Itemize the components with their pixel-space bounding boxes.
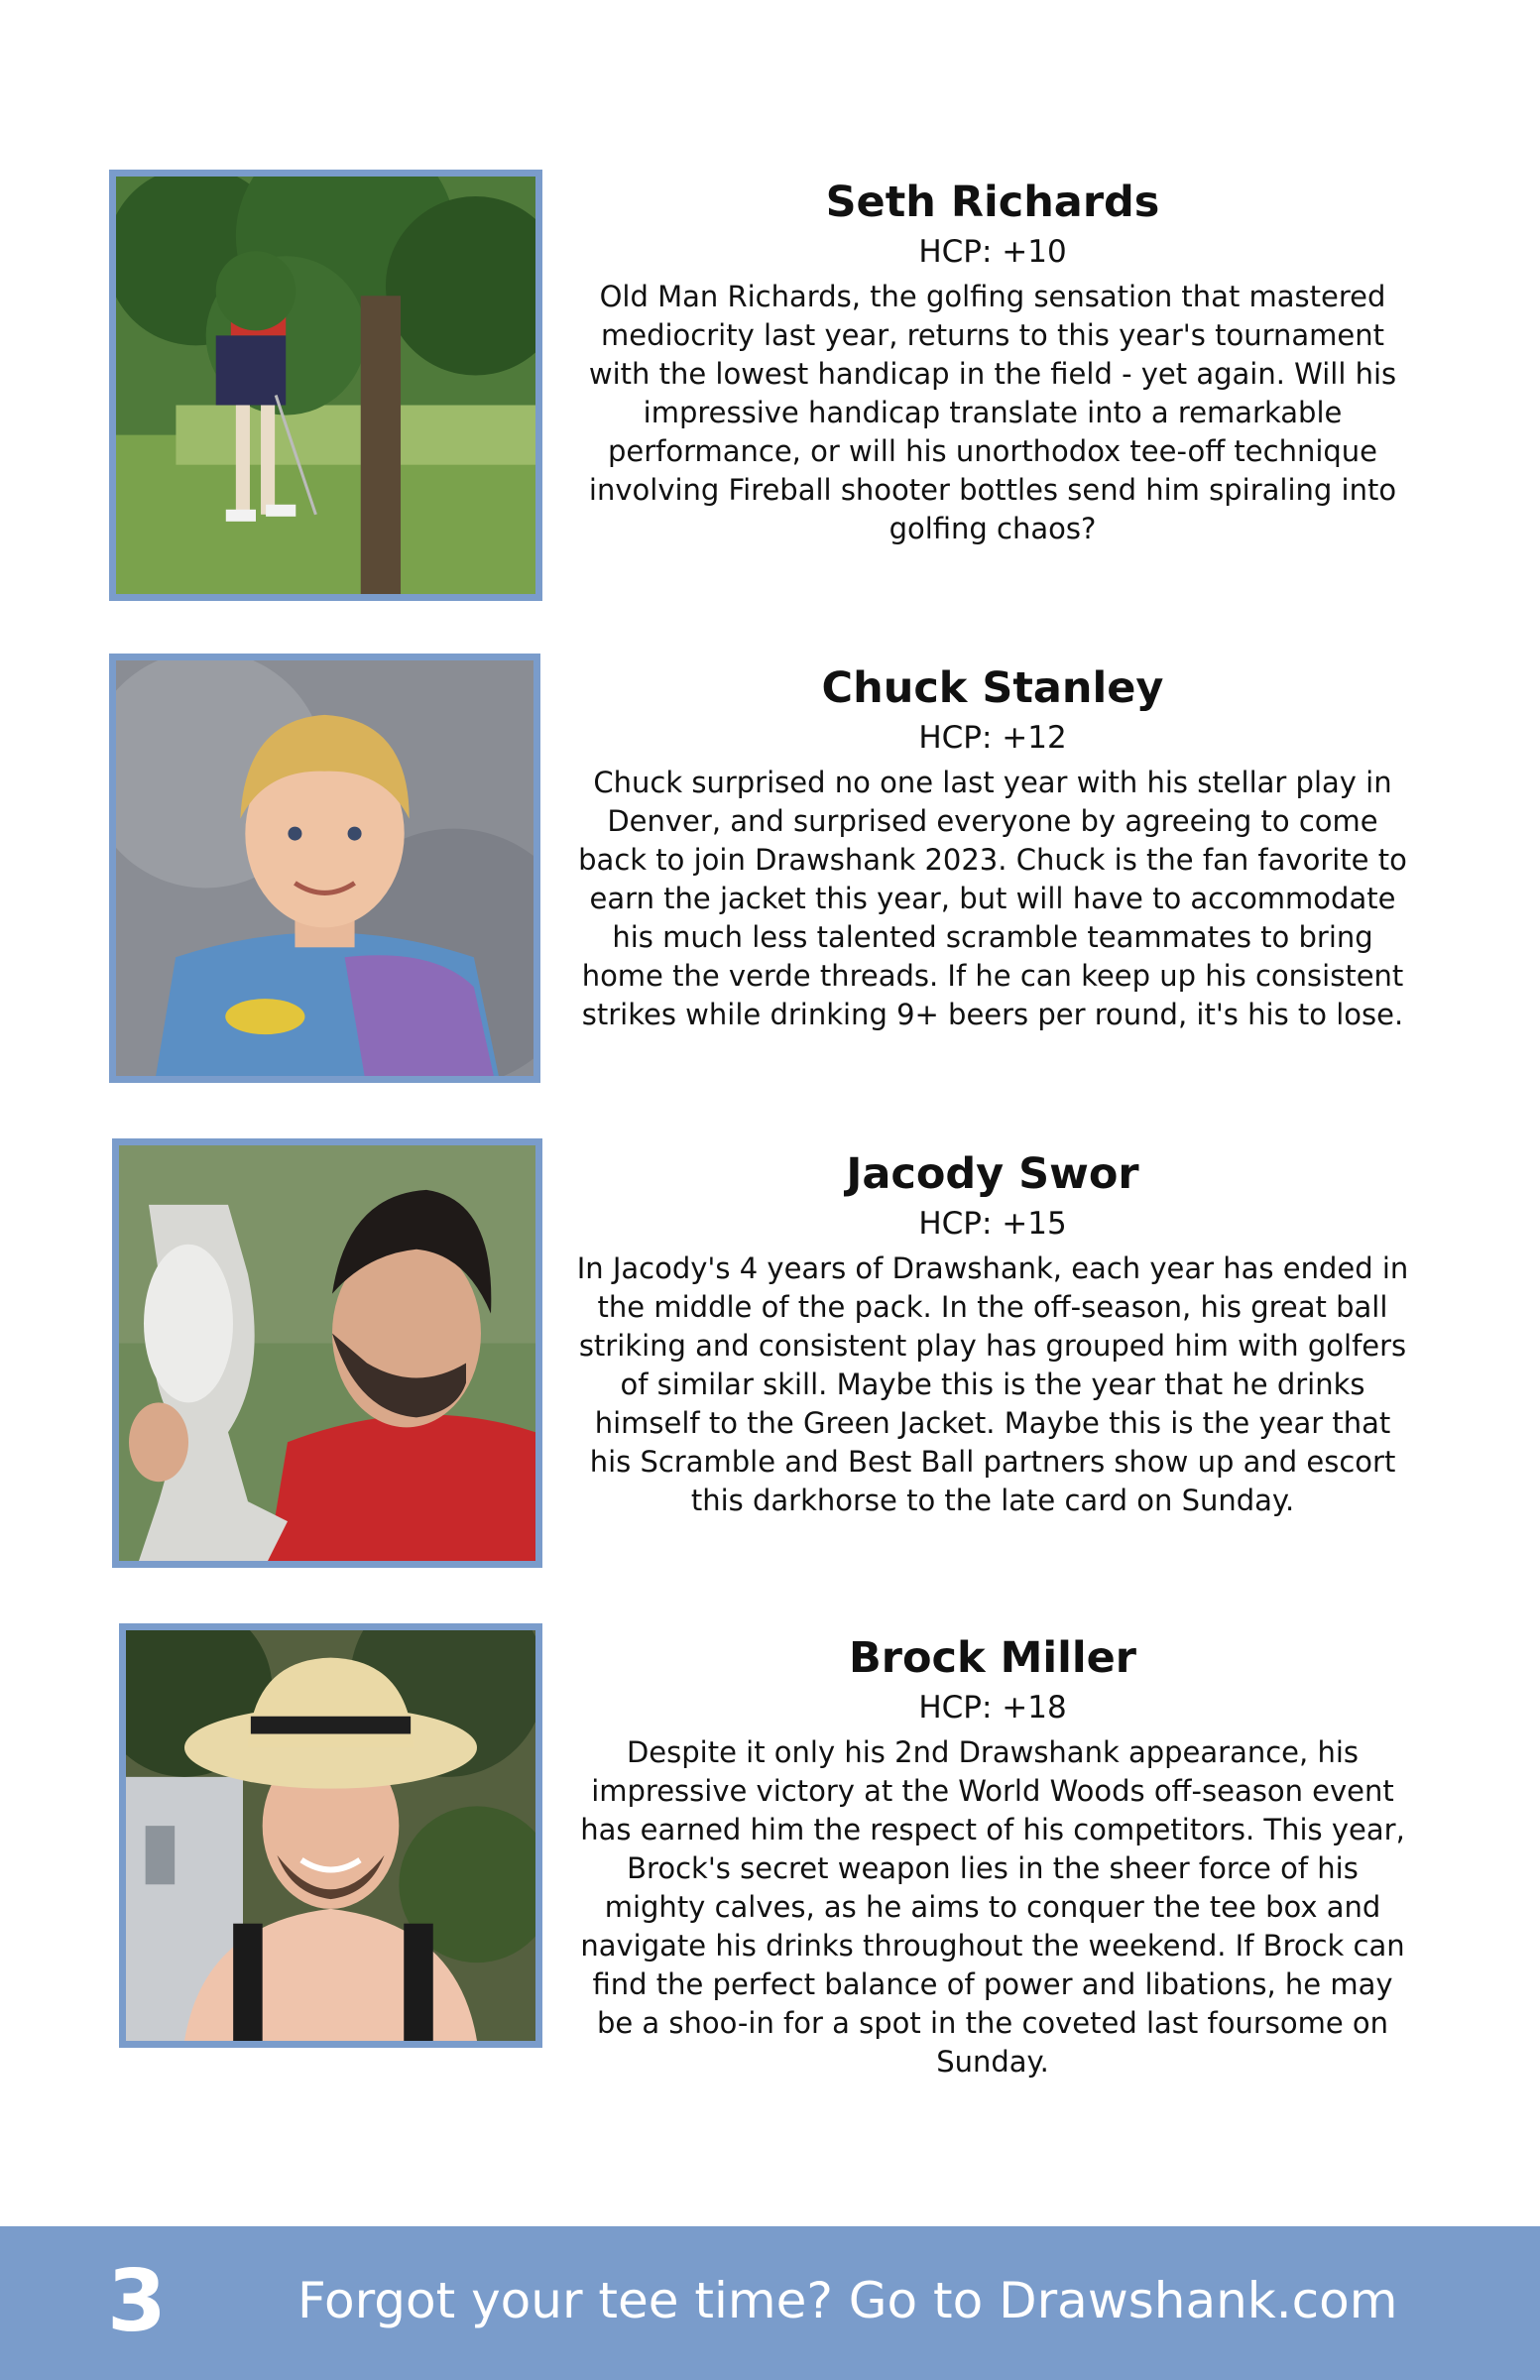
player-bio: Despite it only his 2nd Drawshank appearance, his impressive victory at the World Woods off-season event has earned him the respect of his competitors. This year, Brock's secret weapon lies in the sheer force of his mighty calves, as he aims to conquer the tee box and navigate his drinks throughout the weekend. If Brock can find the perfect balance of power and libations, he may be a shoo-in for a spot in the coveted last foursome on Sunday. — [580, 1735, 1405, 2079]
footer-bar — [0, 2226, 1540, 2380]
player-photo — [109, 654, 540, 1083]
player-info — [575, 1632, 1410, 2082]
player-photo — [109, 170, 542, 601]
player-hcp: HCP: +18 — [918, 1690, 1067, 1726]
child-school-portrait-photo-icon — [116, 660, 533, 1076]
man-in-straw-hat-suspenders-photo-icon — [126, 1630, 535, 2041]
player-bio: Chuck surprised no one last year with his stellar play in Denver, and surprised everyone by agreeing to come back to join Drawshank 2023. Chuck is the fan favorite to earn the jacket this year, but will have to accommodate his much less talented scramble teammates to bring home the verde threads. If he can keep up his consistent strikes while drinking 9+ beers per round, it's his to lose. — [578, 766, 1407, 1031]
player-hcp: HCP: +12 — [918, 720, 1067, 756]
player-hcp: HCP: +10 — [918, 234, 1067, 270]
player-bio: Old Man Richards, the golfing sensation that mastered mediocrity last year, returns to this year's tournament with the lowest handicap in the field - yet again. Will his impressive handicap translate into a remarkable performance, or will his unorthodox tee-off technique involving Fireball shooter bottles send him spiraling into golfing chaos? — [588, 280, 1397, 545]
player-name: Chuck Stanley — [821, 663, 1164, 713]
player-name: Seth Richards — [825, 178, 1160, 227]
player-name: Jacody Swor — [846, 1149, 1139, 1199]
player-photo — [112, 1138, 542, 1568]
footer-tagline: Forgot your tee time? Go to Drawshank.com — [297, 2272, 1398, 2329]
player-info — [575, 1148, 1410, 1520]
player-name: Brock Miller — [849, 1633, 1136, 1683]
player-photo — [119, 1623, 542, 2048]
golfer-hidden-behind-tree-photo-icon — [116, 177, 535, 594]
player-bio: In Jacody's 4 years of Drawshank, each year has ended in the middle of the pack. In the off-season, his great ball striking and consistent play has grouped him with golfers of similar skill. Maybe this is the year that he drinks himself to the Green Jacket. Maybe this is the year that his Scramble and Best Ball partners show up and escort this darkhorse to the late card on Sunday. — [576, 1251, 1409, 1517]
player-hcp: HCP: +15 — [918, 1206, 1067, 1242]
man-kissing-trophy-photo-icon — [119, 1145, 535, 1561]
page-number: 3 — [107, 2252, 167, 2351]
player-info — [575, 662, 1410, 1034]
player-info — [575, 177, 1410, 548]
